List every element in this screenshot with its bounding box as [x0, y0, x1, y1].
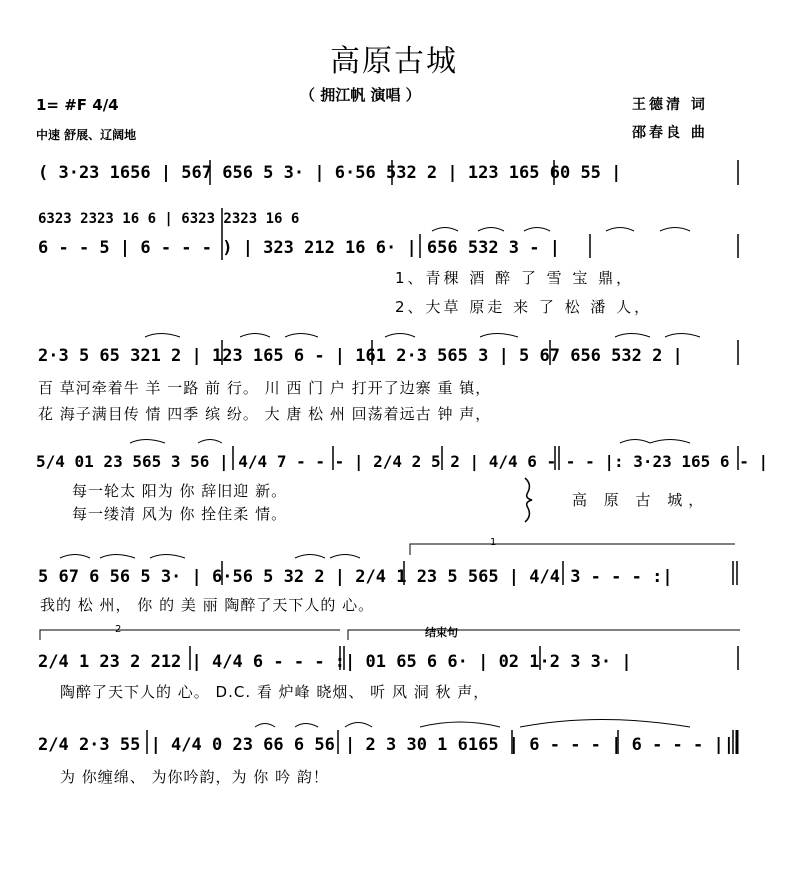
- score-row-5: 5 67 6 56 5 3· | 6·56 5 32 2 | 2/4 1 23 5 565 | 4/4 3 - - - :|: [38, 567, 673, 587]
- lyric-refrain-start: 高 原 古 城，: [572, 491, 710, 509]
- lyric-line5: 陶醉了天下人的 心。 D.C. 看 炉峰 晓烟、 听 风 洞 秋 声，: [60, 683, 490, 701]
- score-row-2b: 6 - - 5 | 6 - - - ) | 323 212 16 6· | 656 532 3 - |: [38, 238, 560, 258]
- lyric-line4: 我的 松 州， 你 的 美 丽 陶醉了天下人的 心。: [40, 596, 375, 614]
- lyric-v1-line3: 每一轮太 阳为 你 辞旧迎 新。: [72, 482, 288, 500]
- lyric-v2-line3: 每一缕清 风为 你 拴住柔 情。: [72, 505, 288, 523]
- performer-subtitle: （ 拥江帆 演唱 ）: [300, 86, 421, 104]
- score-row-4: 5/4 01 23 565 3 56 | 4/4 7 - - - | 2/4 2 5 2 | 4/4 6 - - - |: 3·23 165 6 - |: [36, 452, 769, 471]
- lyric-v2-line1: 2、大草 原走 来 了 松 潘 人，: [395, 298, 653, 316]
- lyric-v1-line2: 百 草河牵着牛 羊 一路 前 行。 川 西 门 户 打开了边寨 重 镇，: [38, 379, 492, 397]
- score-row-2a: 6323 2323 16 6 | 6323 2323 16 6: [38, 211, 300, 227]
- coda-label: 结束句: [425, 626, 458, 639]
- score-row-3: 2·3 5 65 321 2 | 123 165 6 - | 161 2·3 565 3 | 5 67 656 532 2 |: [38, 346, 683, 366]
- key-signature: 1= #F 4/4: [36, 96, 119, 114]
- lyricist-credit: 王德清 词: [632, 97, 708, 113]
- lyric-line6: 为 你缠绵、 为你吟韵，为 你 吟 韵！: [60, 768, 329, 786]
- lyric-v1-line1: 1、青稞 酒 醉 了 雪 宝 鼎，: [395, 269, 635, 287]
- tempo-marking: 中速 舒展、辽阔地: [36, 128, 137, 142]
- lyric-v2-line2: 花 海子满目传 情 四季 缤 纷。 大 唐 松 州 回荡着远古 钟 声，: [38, 405, 492, 423]
- song-title: 高原古城: [330, 44, 458, 79]
- score-row-6: 2/4 1 23 2 212 | 4/4 6 - - - :| 01 65 6 6· | 02 1·2 3 3· |: [38, 652, 632, 672]
- score-row-7: 2/4 2·3 55 | 4/4 0 23 66 6 56 | 2 3 30 1 6165 | 6 - - - | 6 - - - ||: [38, 735, 734, 755]
- score-row-1: ( 3·23 1656 | 567 656 5 3· | 6·56 532 2 | 123 165 60 55 |: [38, 163, 622, 183]
- composer-credit: 邵春良 曲: [632, 125, 708, 141]
- volta-2-label: 2: [115, 624, 122, 635]
- volta-1-label: 1: [490, 537, 497, 548]
